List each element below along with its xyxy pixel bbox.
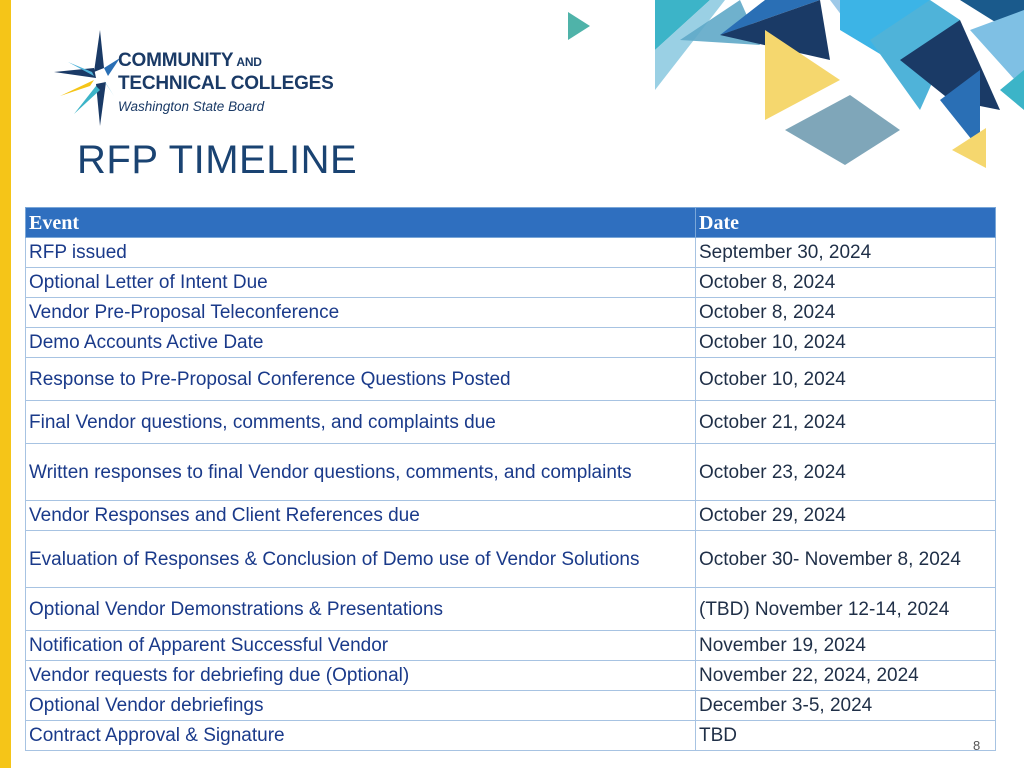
date-cell: (TBD) November 12-14, 2024 (696, 588, 996, 631)
star-burst-logo-icon (50, 28, 120, 128)
table-row (26, 444, 996, 501)
event-cell: Optional Vendor debriefings (26, 691, 696, 721)
date-cell: October 29, 2024 (696, 501, 996, 531)
table-row (26, 401, 996, 444)
event-cell: Response to Pre-Proposal Conference Questions Posted (26, 358, 696, 401)
date-cell: October 10, 2024 (696, 358, 996, 401)
date-cell: October 8, 2024 (696, 298, 996, 328)
date-cell: December 3-5, 2024 (696, 691, 996, 721)
table-row (26, 358, 996, 401)
table-row (26, 531, 996, 588)
logo-line-community: COMMUNITY (118, 50, 234, 71)
date-cell: October 10, 2024 (696, 328, 996, 358)
table-row (26, 588, 996, 631)
event-cell: Notification of Apparent Successful Vendor (26, 631, 696, 661)
column-header-event: Event (26, 208, 696, 238)
event-cell: Written responses to final Vendor questions, comments, and complaints (26, 444, 696, 501)
slide-title: RFP TIMELINE (77, 138, 358, 182)
table-row (26, 501, 996, 531)
event-cell: Evaluation of Responses & Conclusion of Demo use of Vendor Solutions (26, 531, 696, 588)
date-cell: November 22, 2024, 2024 (696, 661, 996, 691)
event-cell: Vendor requests for debriefing due (Optional) (26, 661, 696, 691)
decorative-triangles (560, 0, 1024, 170)
event-cell: Optional Letter of Intent Due (26, 268, 696, 298)
table-header-row (26, 208, 996, 238)
rfp-timeline-table (25, 207, 996, 751)
date-cell: October 23, 2024 (696, 444, 996, 501)
left-accent-stripe (0, 0, 11, 768)
date-cell: November 19, 2024 (696, 631, 996, 661)
table-row (26, 661, 996, 691)
table-row (26, 721, 996, 751)
event-cell: Vendor Responses and Client References due (26, 501, 696, 531)
logo-line-technical-colleges: TECHNICAL COLLEGES (118, 73, 334, 94)
event-cell: Demo Accounts Active Date (26, 328, 696, 358)
date-cell: September 30, 2024 (696, 238, 996, 268)
table-row (26, 268, 996, 298)
page-number: 8 (973, 738, 981, 753)
date-cell: TBD (696, 721, 996, 751)
event-cell: Vendor Pre-Proposal Teleconference (26, 298, 696, 328)
table-row (26, 631, 996, 661)
table-row (26, 691, 996, 721)
sbctc-logo (50, 28, 350, 128)
event-cell: Contract Approval & Signature (26, 721, 696, 751)
event-cell: Optional Vendor Demonstrations & Presentations (26, 588, 696, 631)
logo-and: AND (236, 55, 262, 69)
column-header-date: Date (696, 208, 996, 238)
date-cell: October 8, 2024 (696, 268, 996, 298)
event-cell: RFP issued (26, 238, 696, 268)
date-cell: October 30- November 8, 2024 (696, 531, 996, 588)
logo-line-washington-state-board: Washington State Board (118, 99, 265, 114)
table-row (26, 298, 996, 328)
date-cell: October 21, 2024 (696, 401, 996, 444)
event-cell: Final Vendor questions, comments, and complaints due (26, 401, 696, 444)
table-row (26, 238, 996, 268)
table-row (26, 328, 996, 358)
